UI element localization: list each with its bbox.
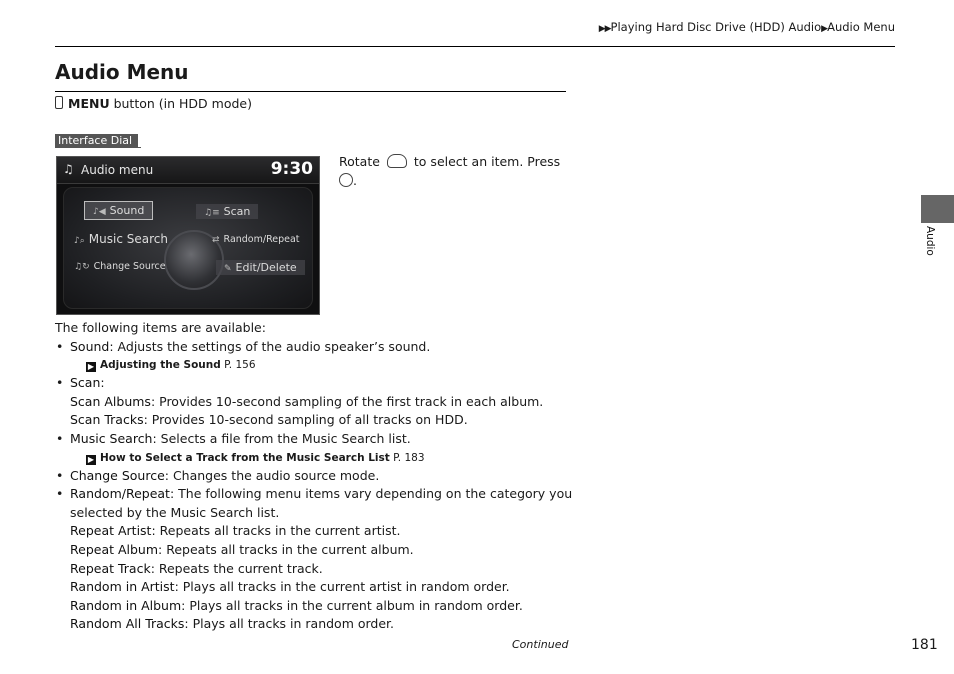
option-edit-delete-label: Edit/Delete <box>235 261 297 274</box>
menu-button-label: MENU <box>68 96 110 111</box>
sub-item-random-in-artist <box>55 578 575 597</box>
desc-sound: : Adjusts the settings of the audio speaker’s sound. <box>109 338 431 354</box>
term-scan-tracks: Scan Tracks <box>70 412 144 428</box>
breadcrumb-part2: Audio Menu <box>827 20 895 34</box>
page-number: 181 <box>911 637 938 653</box>
scan-icon: ♫≡ <box>204 208 220 218</box>
option-scan[interactable] <box>196 204 258 219</box>
music-note-icon: ♫ <box>63 162 74 176</box>
sub-item-repeat-album <box>55 541 575 560</box>
option-sound[interactable] <box>84 201 153 220</box>
rotate-dial-icon <box>387 154 407 168</box>
desc-change-source: : Changes the audio source mode. <box>164 467 380 483</box>
term-repeat-album: Repeat Album <box>70 541 159 557</box>
term-scan: Scan <box>70 375 101 391</box>
term-repeat-artist: Repeat Artist <box>70 523 152 539</box>
instruction-part2: to select an item. Press <box>413 154 561 169</box>
ref-sound-title: Adjusting the Sound <box>100 359 221 372</box>
list-item-scan <box>55 374 575 393</box>
breadcrumb-arrow-icon: ▶▶ <box>598 24 611 34</box>
dial-instruction <box>339 152 569 190</box>
desc-scan-albums: : Provides 10-second sampling of the first track in each album. <box>150 393 544 409</box>
menu-button-line <box>55 96 252 111</box>
option-change-source[interactable] <box>74 261 166 272</box>
breadcrumb <box>599 20 895 34</box>
desc-random-all-tracks: : Plays all tracks in random order. <box>184 616 395 632</box>
reference-arrow-icon: ▶ <box>87 362 95 372</box>
term-scan-albums: Scan Albums <box>70 393 151 409</box>
home-button-icon <box>55 96 63 109</box>
term-repeat-track: Repeat Track <box>70 560 151 576</box>
list-item-random-repeat <box>55 485 575 522</box>
sub-item-random-in-album <box>55 597 575 616</box>
intro-text: The following items are available: <box>55 320 266 335</box>
option-music-search[interactable] <box>74 232 168 246</box>
breadcrumb-part1: Playing Hard Disc Drive (HDD) Audio <box>610 20 822 34</box>
desc-random-in-artist: : Plays all tracks in the current artist in random order. <box>174 579 510 595</box>
random-repeat-icon: ⇄ <box>212 235 220 245</box>
reference-arrow-icon: ▶ <box>87 454 95 464</box>
desc-random-in-album: : Plays all tracks in the current album in random order. <box>181 597 523 613</box>
term-random-all-tracks: Random All Tracks <box>70 616 185 632</box>
option-random-repeat-label: Random/Repeat <box>223 234 300 245</box>
term-random-in-artist: Random in Artist <box>70 579 175 595</box>
breadcrumb-arrow-icon: ▶ <box>821 24 828 34</box>
section-tab <box>921 195 954 223</box>
screen-clock: 9:30 <box>270 159 313 179</box>
option-change-source-label: Change Source <box>93 261 166 272</box>
list-item-sound <box>55 338 575 357</box>
instruction-part1: Rotate <box>339 154 380 169</box>
screen-title: Audio menu <box>81 163 154 177</box>
term-music-search: Music Search <box>70 430 153 446</box>
page-title: Audio Menu <box>55 60 189 84</box>
continued-note: Continued <box>512 638 569 651</box>
ref-music-search-title: How to Select a Track from the Music Search List <box>100 451 390 464</box>
change-source-icon: ♫↻ <box>74 262 90 272</box>
option-sound-label: Sound <box>109 204 145 217</box>
edit-delete-icon: ✎ <box>224 264 232 274</box>
menu-button-desc: button (in HDD mode) <box>109 96 252 111</box>
term-random-repeat: Random/Repeat <box>70 486 170 502</box>
item-descriptions <box>55 319 575 634</box>
desc-repeat-track: : Repeats the current track. <box>150 560 323 576</box>
cross-reference-music-search[interactable] <box>55 449 575 467</box>
section-label: Audio <box>924 226 936 256</box>
option-random-repeat[interactable] <box>212 234 300 245</box>
list-item-music-search <box>55 430 575 449</box>
option-music-search-label: Music Search <box>88 232 168 246</box>
sub-item-repeat-artist <box>55 522 575 541</box>
instruction-part3: . <box>353 173 357 188</box>
title-rule <box>55 91 566 92</box>
sub-item-random-all-tracks <box>55 615 575 634</box>
desc-repeat-artist: : Repeats all tracks in the current artist. <box>151 523 401 539</box>
speaker-icon: ♪◀ <box>93 207 106 217</box>
desc-music-search: : Selects a file from the Music Search list. <box>152 430 411 446</box>
option-edit-delete[interactable] <box>216 260 305 275</box>
audio-menu-screen <box>56 156 320 315</box>
desc-repeat-album: : Repeats all tracks in the current album. <box>158 541 414 557</box>
screen-menu-panel <box>63 187 313 309</box>
list-item-change-source <box>55 467 575 486</box>
sub-item-repeat-track <box>55 560 575 579</box>
press-dial-icon <box>339 173 353 187</box>
desc-scan-tracks: : Provides 10-second sampling of all tracks on HDD. <box>143 412 468 428</box>
music-search-icon: ♪⌕ <box>74 236 85 246</box>
screen-header <box>57 157 319 184</box>
interface-dial-label: Interface Dial <box>55 134 138 148</box>
sub-item-scan-tracks <box>55 411 575 430</box>
sub-item-scan-albums <box>55 393 575 412</box>
cross-reference-sound[interactable] <box>55 356 575 374</box>
desc-random-repeat: : The following menu items vary depending on the category you selected by the Music Search list. <box>70 486 573 520</box>
term-change-source: Change Source <box>70 467 165 483</box>
option-scan-label: Scan <box>223 205 251 218</box>
header-rule <box>55 46 895 47</box>
desc-scan: : <box>100 375 105 391</box>
ref-music-search-page: P. 183 <box>389 451 425 464</box>
ref-sound-page: P. 156 <box>220 359 256 372</box>
term-sound: Sound <box>70 338 110 354</box>
term-random-in-album: Random in Album <box>70 597 182 613</box>
interface-dial-rule <box>55 147 141 148</box>
